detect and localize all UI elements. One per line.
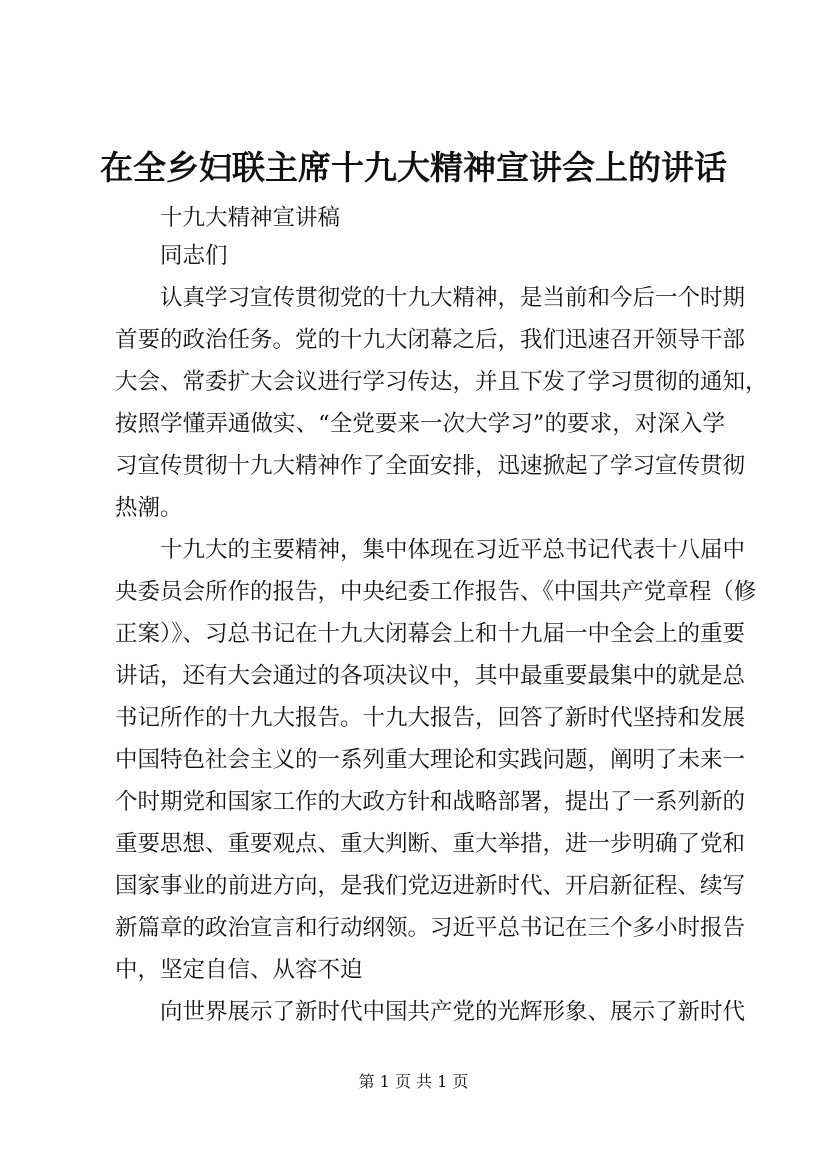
document-subtitle: 十九大精神宣讲稿 <box>160 205 341 231</box>
paragraph-line: 正案）》、习总书记在十九大闭幕会上和十九届一中全会上的重要 <box>115 621 746 647</box>
paragraph-line: 向世界展示了新时代中国共产党的光辉形象、展示了新时代 <box>160 999 746 1025</box>
paragraph-line: 个时期党和国家工作的大政方针和战略部署，提出了一系列新的 <box>115 789 746 815</box>
salutation: 同志们 <box>160 243 228 269</box>
page-number-footer: 第 1 页 共 1 页 <box>358 1072 469 1091</box>
document-title: 在全乡妇联主席十九大精神宣讲会上的讲话 <box>100 148 727 187</box>
paragraph-line: 十九大的主要精神，集中体现在习近平总书记代表十八届中 <box>160 537 746 563</box>
paragraph-line: 中国特色社会主义的一系列重大理论和实践问题，阐明了未来一 <box>115 747 746 773</box>
paragraph-line: 讲话，还有大会通过的各项决议中，其中最重要最集中的就是总 <box>115 663 746 689</box>
paragraph-line: 重要思想、重要观点、重大判断、重大举措，进一步明确了党和 <box>115 831 746 857</box>
paragraph-line: 国家事业的前进方向，是我们党迈进新时代、开启新征程、续写 <box>115 873 746 899</box>
paragraph-line: 热潮。 <box>115 495 183 521</box>
paragraph-line: 按照学懂弄通做实、“全党要来一次大学习”的要求，对深入学 <box>115 411 725 437</box>
paragraph-line: 中，坚定自信、从容不迫 <box>115 957 363 983</box>
paragraph-line: 认真学习宣传贯彻党的十九大精神，是当前和今后一个时期 <box>160 285 746 311</box>
paragraph-line: 首要的政治任务。党的十九大闭幕之后，我们迅速召开领导干部 <box>115 327 746 353</box>
paragraph-line: 习宣传贯彻十九大精神作了全面安排，迅速掀起了学习宣传贯彻 <box>115 453 746 479</box>
paragraph-line: 央委员会所作的报告，中央纪委工作报告、《中国共产党章程（修 <box>115 579 757 605</box>
paragraph-line: 新篇章的政治宣言和行动纲领。习近平总书记在三个多小时报告 <box>115 915 746 941</box>
paragraph-line: 书记所作的十九大报告。十九大报告，回答了新时代坚持和发展 <box>115 705 746 731</box>
paragraph-line: 大会、常委扩大会议进行学习传达，并且下发了学习贯彻的通知， <box>115 369 768 395</box>
